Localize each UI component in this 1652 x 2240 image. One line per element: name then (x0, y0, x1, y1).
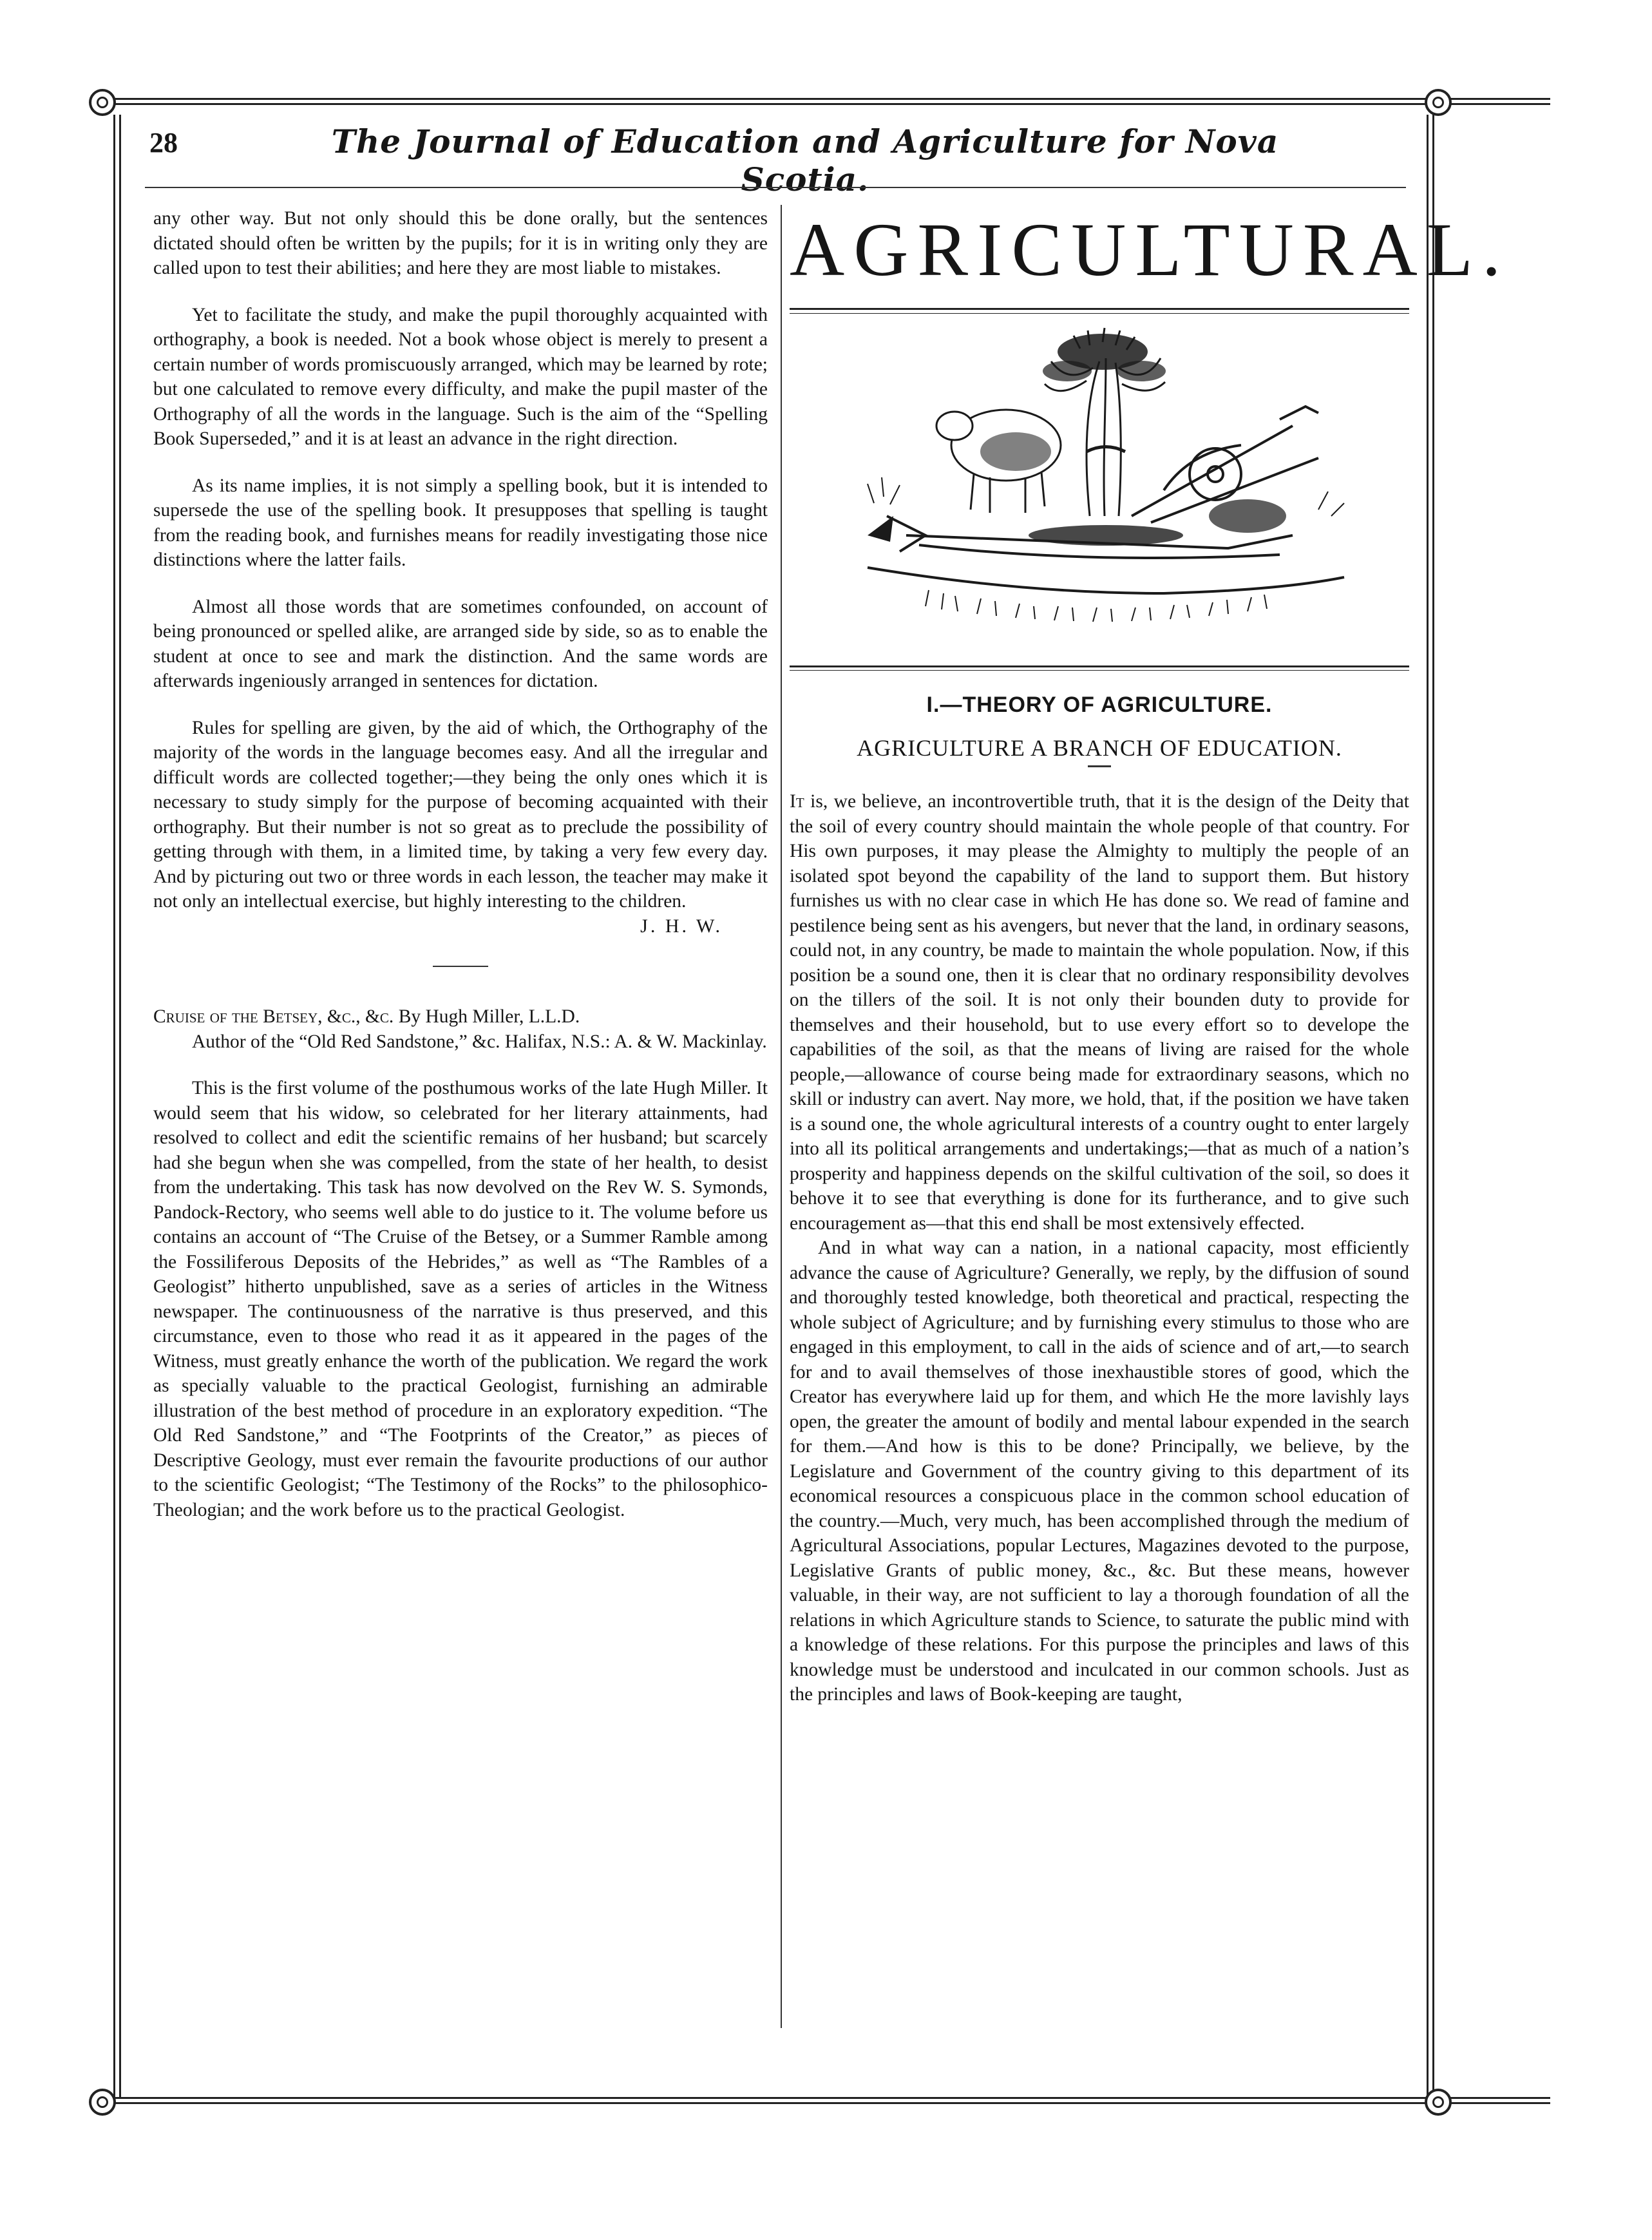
opening-word: It (790, 791, 804, 812)
header-rule (145, 187, 1406, 188)
paragraph: This is the first volume of the posthumous works of the late Hugh Miller. It would seem that his widow, so celebrated for her literary attainments, had resolved to collect and edit the scientific remains of her husband; but scarcely had she begun when she was compelled, from the state of her health, to desist from the undertaking. This task has now devolved on the Rev W. S. Symonds, Pandock-Rectory, who seems well able to do justice to it. The volume before us contains an account of “The Cruise of the Betsey, or a Summer Ramble among the Fossiliferous Deposits of the Hebrides,” as well as “The Rambles of a Geologist” hitherto unpublished, save as a series of articles in the Witness newspaper. The continuousness of the narrative is thus preserved, and this circumstance, even to those who read it as it appeared in the pages of the Witness, must greatly enhance the worth of the publication. We regard the work as specially valuable to the practical Geologist, furnishing an admirable illustration of the best method of procedure in an exploratory expedition. “The Old Red Sandstone,” and “The Footprints of the Creator,” as pieces of Descriptive Geology, must ever remain the favourite productions of our author to the scientific Geologist; “The Testimony of the Rocks” to the philosophico-Theologian; and the work before us to the practical Geologist. (153, 1078, 768, 1520)
paragraph: Yet to facilitate the study, and make the pupil thoroughly acquainted with orthography, a book is needed. Not a book whose object is merely to present a certain number of words promiscuously arranged, which may be learned by rote; but one calculated to remove every difficulty, and make the pupil master of the Orthography of all the words in the language. Such is the aim of the “Spelling Book Superseded,” and it is at least an advance in the right direction. (153, 304, 768, 449)
corner-ornament-icon (89, 2089, 116, 2116)
review-details: Author of the “Old Red Sandstone,” &c. Halifax, N.S.: A. & W. Mackinlay. (192, 1031, 767, 1052)
frame-top-rule (102, 98, 1550, 105)
section-rule (790, 308, 1409, 314)
article-body (790, 789, 1409, 1707)
section-divider (433, 966, 488, 967)
section-title: AGRICULTURAL. (790, 207, 1510, 292)
farm-vignette-illustration (829, 323, 1370, 658)
paragraph: Rules for spelling are given, by the aid of which, the Orthography of the majority of the words in the language becomes easy. And all the irregular and difficult words are collected together;—they being the only ones which it is necessary to study simply for the purpose of becoming acquainted with their orthography. But their number is not so great as to preclude the possibility of getting through with them, in a limited time, by taking a very few every day. And by picturing out two or three words in each lesson, the teacher may make it not only an intellectual exercise, but highly interesting to the children. (153, 717, 768, 912)
left-column (153, 206, 768, 1544)
frame-bottom-rule (102, 2097, 1550, 2104)
article-subtitle: AGRICULTURE A BRANCH OF EDUCATION. (857, 734, 1342, 761)
running-head: The Journal of Education and Agriculture for Nova Scotia. (331, 122, 1279, 198)
right-column (790, 206, 1510, 1707)
article-heading: I.—THEORY OF AGRICULTURE. (926, 693, 1273, 717)
paragraph-text: is, we believe, an incontrovertible truth, that it is the design of the Deity that the soil of every country should maintain the whole people of that country. For His own purposes, it may please the Almighty to multiply the people of an isolated spot beyond the capability of the land to support them. But history furnishes us with no clear case in which He has done so. We read of famine and pestilence being sent as his avengers, but never that the land, in ordinary seasons, could not, in any country, be made to maintain the whole population. Now, if this position be a sound one, then it is clear that no ordinary responsibility devolves on the tillers of the soil. It is not only their bounden duty to provide for themselves and their household, but to use every effort so to develope the capabilities of the soil, as that the means of living are raised for the whole people,—allowance of course being made for extraordinary seasons, which no skill or industry can avert. Nay more, we hold, that, if the position we have taken is a sound one, the whole agricultural interests of a country ought to enter largely into all its political arrangements and undertakings;—that as much of a nation’s prosperity and happiness depends on the skilful cultivation of the soil, so does it behove it to see that everything is done for its furtherance, and to give such encouragement as—that this end shall be most extensively effected. (790, 791, 1409, 1234)
paragraph: Almost all those words that are sometimes confounded, on account of being pronounced or spelled alike, are arranged side by side, so as to enable the student at once to see and mark the distinction. And the same words are afterwards ingeniously arranged in sentences for dictation. (153, 596, 768, 691)
review-heading (153, 1004, 768, 1054)
paragraph (790, 789, 1409, 1236)
corner-ornament-icon (89, 89, 116, 116)
heading-dash (1088, 765, 1111, 767)
corner-ornament-icon (1425, 2089, 1452, 2116)
review-byline: By Hugh Miller, L.L.D. (394, 1006, 580, 1027)
frame-left-rule (113, 115, 121, 2098)
frame-right-rule (1427, 115, 1434, 2098)
paragraph: any other way. But not only should this be done orally, but the sentences dictated should often be written by the pupils; for it is in writing only they are called upon to test their abilities; and here they are most liable to mistakes. (153, 208, 768, 278)
page-number: 28 (149, 127, 178, 158)
section-rule (790, 665, 1409, 671)
paragraph: And in what way can a nation, in a national capacity, most efficiently advance the cause of Agriculture? Generally, we reply, by the diffusion of sound and thoroughly tested knowledge, both theoretical and practical, respecting the whole subject of Agriculture; and by furnishing every stimulus to those who are engaged in this employment, to call in the aids of science and of art,—to search for and to avail themselves of those inexhaustible stores of good, which the Creator has everywhere laid up for them, and which He the more lavishly lays open, the greater the amount of bodily and mental labour expended in the search for them.—And how is this to be done? Principally, we believe, by the Legislature and Government of the country giving to this department of its economical resources a conspicuous place in the common school education of the country.—Much, very much, has been accomplished through the medium of Agricultural Associations, popular Lectures, Magazines devoted to the purpose, Legislative Grants of public money, &c., &c. But these means, however valuable, in their way, are not sufficient to lay a thorough foundation of all the relations in which Agriculture stands to Science, to saturate the public mind with a knowledge of these relations. For this purpose the principles and laws of this knowledge must be understood and inculcated in our common schools. Just as the principles and laws of Book-keeping are taught, (790, 1238, 1409, 1705)
paragraph: As its name implies, it is not simply a spelling book, but it is intended to supersede the use of the spelling book. It presupposes that spelling is taught from the reading book, and furnishes means for readily investigating those nice distinctions where the latter fails. (153, 475, 768, 570)
review-title: Cruise of the Betsey, &c., &c. (153, 1006, 394, 1027)
author-signature: J. H. W. (640, 915, 723, 937)
corner-ornament-icon (1425, 89, 1452, 116)
column-divider (781, 205, 782, 2028)
